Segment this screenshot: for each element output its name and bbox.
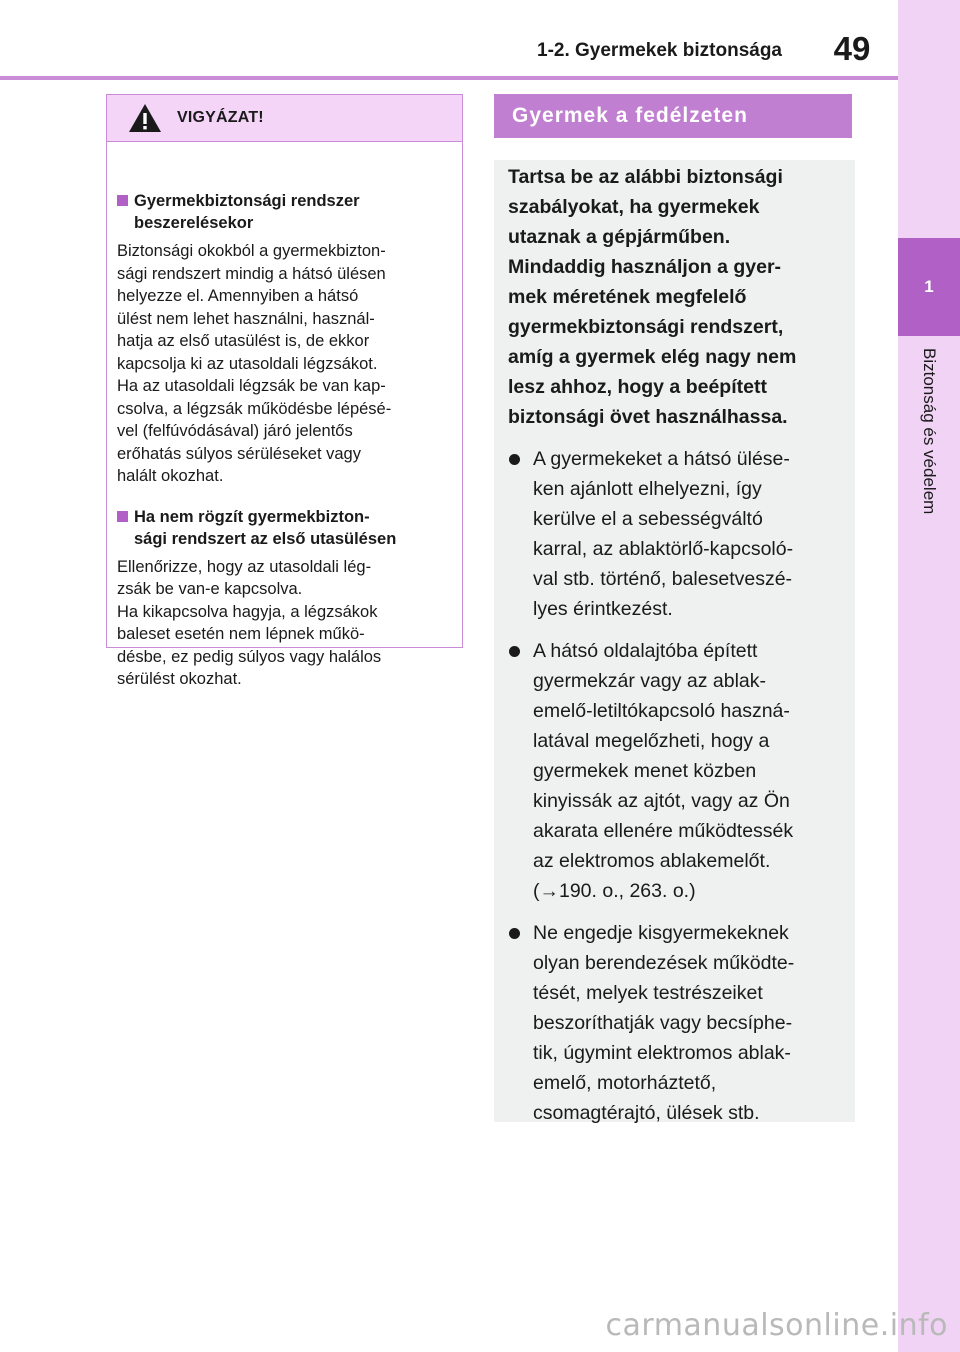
chapter-side-tab	[898, 0, 960, 1352]
header-divider	[0, 76, 898, 80]
bullet-icon	[509, 454, 520, 465]
square-bullet-icon	[117, 511, 128, 522]
caution-subheading-text: Ha nem rögzít gyermekbizton- sági rendszert az első utasülésen	[134, 507, 397, 548]
lead-paragraph: Tartsa be az alábbi biztonsági szabályokat, ha gyermekek utaznak a gépjárműben. Mindaddig használjon a gyer- mek méretének megfelelő gyermekbiztonsági rendszert, amíg a gyermek elég nagy nem lesz ahhoz, hogy a beépített biztonsági övet használhassa.	[508, 166, 797, 428]
list-item-text: A gyermekeket a hátsó ülése- ken ajánlott elhelyezni, így kerülve el a sebességváltó karral, az ablaktörlő-kapcsoló- val stb. történő, balesetveszé- lyes érintkezést.	[533, 448, 794, 620]
square-bullet-icon	[117, 195, 128, 206]
caution-subheading-text: Gyermekbiztonsági rendszer beszerelésekor	[134, 192, 360, 232]
list-item	[508, 636, 841, 906]
section-title: 1-2. Gyermekek biztonsága	[537, 40, 782, 61]
chapter-label: Biztonság és védelem	[920, 348, 939, 515]
caution-paragraph: Ellenőrizze, hogy az utasoldali lég- zsák be van-e kapcsolva. Ha kikapcsolva hagyja, a légzsákok baleset esetén nem lépnek műkö- désbe, ez pedig súlyos vagy halálos sérülést okozhat.	[117, 557, 382, 688]
bullet-icon	[509, 646, 520, 657]
list-item	[508, 444, 841, 624]
watermark: carmanualsonline.info	[605, 1308, 948, 1343]
caution-paragraph: Biztonsági okokból a gyermekbizton- sági rendszert mindig a hátsó ülésen helyezze el. Amennyiben a hátsó ülést nem lehet használni, használ- hatja az első utasülést is, de ekkor kapcsolja ki az utasoldali légzsákot. Ha az utasoldali légzsák be van kap- csolva, a légzsák működésbe lépésé- vel (felfúvódásával) járó jelentős erőhatás súlyos sérüléseket vagy halált okozhat.	[117, 242, 392, 485]
list-item	[508, 918, 841, 1128]
chapter-number: 1	[898, 238, 960, 336]
caution-body	[107, 190, 462, 691]
caution-subheading	[117, 190, 452, 234]
caution-title: VIGYÁZAT!	[177, 109, 264, 126]
topic-title: Gyermek a fedélzeten	[494, 94, 852, 138]
caution-subheading	[117, 506, 452, 550]
page-number: 49	[833, 30, 871, 67]
caution-header	[107, 95, 462, 142]
list-item-text: Ne engedje kisgyermekeknek olyan berendezések működte- tését, melyek testrészeiket beszoríthatják vagy becsíphe- tik, úgymint elektromos ablak- emelő, motorháztető, csomagtérajtó, ülések stb.	[533, 922, 795, 1124]
bullet-icon	[509, 928, 520, 939]
list-item-text: A hátsó oldalajtóba épített gyermekzár vagy az ablak- emelő-letiltókapcsoló haszná- latával megelőzheti, hogy a gyermekek menet közben kinyissák az ajtót, vagy az Ön akarata ellenére működtessék az elektromos ablakemelőt. (→190. o., 263. o.)	[533, 640, 794, 902]
info-panel	[494, 160, 855, 1122]
caution-box	[106, 94, 463, 688]
warning-triangle-icon	[127, 102, 163, 134]
